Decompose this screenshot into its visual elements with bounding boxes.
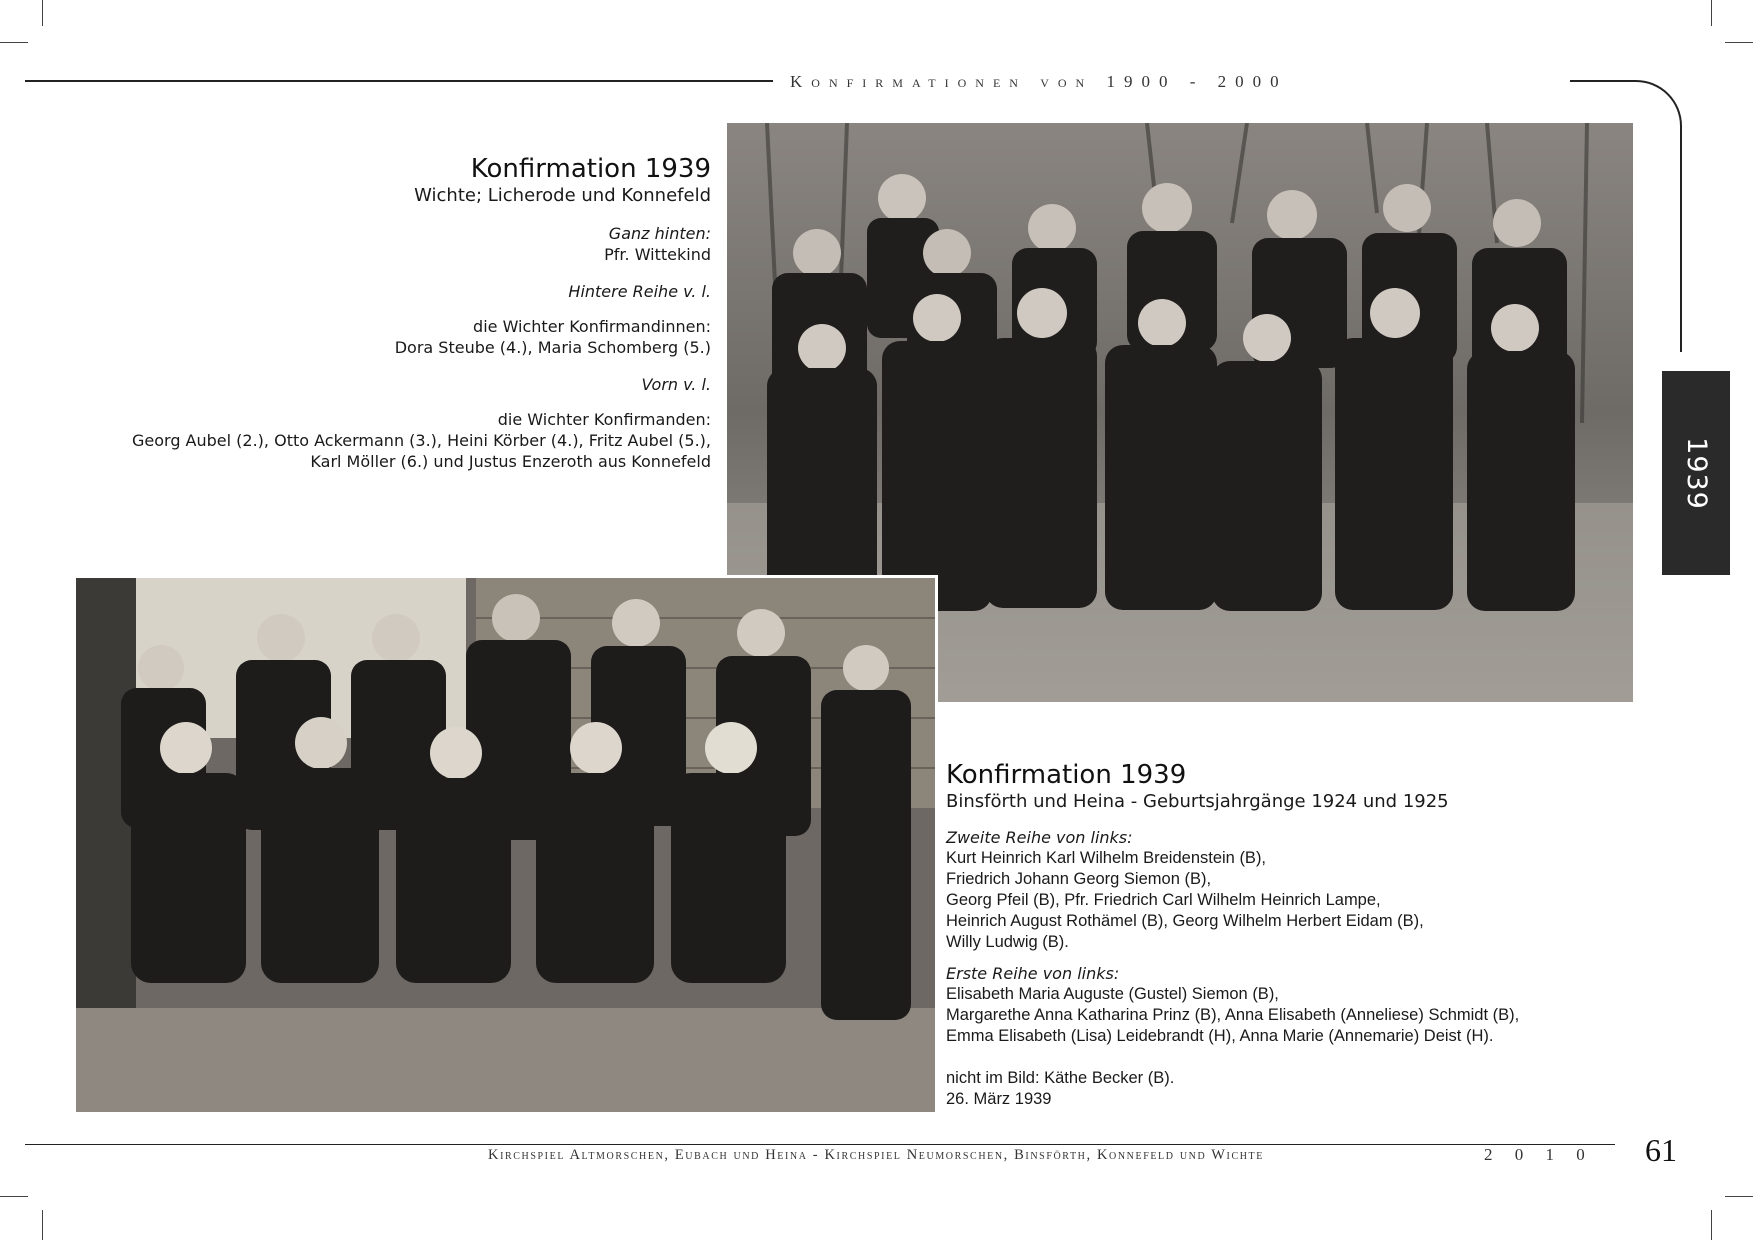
caption-text: Georg Aubel (2.), Otto Ackermann (3.), Heini Körber (4.), Fritz Aubel (5.), [131, 431, 711, 450]
footer-year: 2 0 1 0 [1484, 1145, 1594, 1164]
caption-line: Friedrich Johann Georg Siemon (B), [946, 870, 1212, 888]
caption-text: die Wichter Konfirmanden: [497, 410, 711, 429]
caption-title: Konfirmation 1939 [470, 154, 711, 184]
year-tab-label: 1939 [1680, 436, 1712, 510]
crop-mark [1711, 0, 1712, 26]
crop-mark [1725, 1196, 1753, 1197]
caption-line: Elisabeth Maria Auguste (Gustel) Siemon (B), [946, 985, 1279, 1003]
caption-date: 26. März 1939 [946, 1090, 1052, 1108]
caption-label: Ganz hinten: [608, 224, 711, 243]
caption-wichte [71, 153, 711, 472]
crop-mark [1711, 1210, 1712, 1240]
crop-mark [1725, 42, 1753, 43]
crop-mark [42, 0, 43, 26]
caption-title: Konfirmation 1939 [946, 760, 1187, 790]
caption-subtitle: Wichte; Licherode und Konnefeld [414, 185, 711, 206]
footer-rule [25, 1144, 1615, 1145]
caption-text: Karl Möller (6.) und Justus Enzeroth aus Konnefeld [310, 452, 711, 471]
page-number: 61 [1645, 1132, 1677, 1168]
caption-line: Kurt Heinrich Karl Wilhelm Breidenstein (B), [946, 849, 1267, 867]
caption-line: Georg Pfeil (B), Pfr. Friedrich Carl Wilhelm Heinrich Lampe, [946, 891, 1381, 909]
caption-note: nicht im Bild: Käthe Becker (B). [946, 1069, 1175, 1087]
caption-label: Vorn v. l. [641, 375, 711, 394]
crop-mark [42, 1210, 43, 1240]
year-tab [1662, 371, 1730, 575]
caption-subtitle: Binsförth und Heina - Geburtsjahrgänge 1924 und 1925 [946, 791, 1449, 812]
caption-label: Hintere Reihe v. l. [568, 282, 711, 301]
caption-binsfoerth [946, 759, 1666, 1110]
caption-line: Emma Elisabeth (Lisa) Leidebrandt (H), Anna Marie (Annemarie) Deist (H). [946, 1027, 1494, 1045]
running-footer: Kirchspiel Altmorschen, Eubach und Heina - Kirchspiel Neumorschen, Binsförth, Konnefeld und Wichte [488, 1147, 1264, 1163]
caption-line: Willy Ludwig (B). [946, 933, 1069, 951]
caption-text: Pfr. Wittekind [604, 245, 711, 264]
caption-line: Heinrich August Rothämel (B), Georg Wilhelm Herbert Eidam (B), [946, 912, 1424, 930]
caption-line: Margarethe Anna Katharina Prinz (B), Anna Elisabeth (Anneliese) Schmidt (B), [946, 1006, 1520, 1024]
header-rule-left [25, 80, 773, 82]
running-header: Konfirmationen von 1900 - 2000 [790, 72, 1288, 91]
caption-label: Zweite Reihe von links: [946, 828, 1133, 847]
crop-mark [0, 42, 28, 43]
caption-text: Dora Steube (4.), Maria Schomberg (5.) [394, 338, 711, 357]
caption-text: die Wichter Konfirmandinnen: [473, 317, 711, 336]
caption-label: Erste Reihe von links: [946, 964, 1120, 983]
crop-mark [0, 1196, 28, 1197]
photo-binsfoerth-heina [76, 578, 935, 1112]
